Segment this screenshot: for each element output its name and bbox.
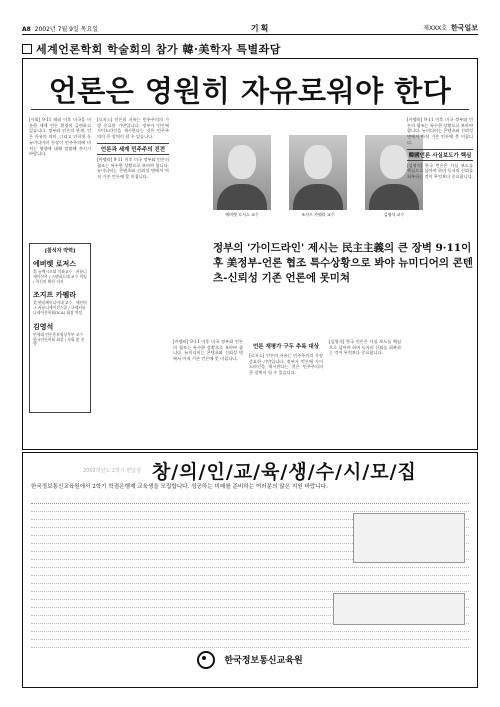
article-column [173, 339, 243, 443]
organization-emblem-icon [197, 651, 215, 669]
participant-role: 美 뉴멕시코대 석좌교수 · 커뮤니케이션학 / 스탠퍼드대 교수 역임 / 혁신의 확산 저자 [33, 269, 87, 284]
divider [31, 109, 469, 110]
column-subhead: 韓國언론 사실보도가 핵심 [407, 149, 473, 161]
issue-date: 2002년 7월 9일 목요일 [34, 25, 99, 33]
square-bullet-icon [22, 44, 32, 54]
article-text: [카펠라] 9·11 이후 미국 정부와 언론의 협조는 특수한 상황으로 보아야 합니다. 뉴미디어는 콘텐츠와 신뢰성 면에서 아직 기존 언론에 못 미칩니다. [97, 156, 169, 179]
article-column [249, 339, 323, 443]
page-header [22, 22, 478, 35]
participant [33, 290, 87, 315]
article-text: [카펠라] 9·11 이후 미국 정부와 언론의 협조는 특수한 상황으로 보아야 합니다. 뉴미디어는 콘텐츠와 신뢰성 면에서 아직 기존 언론에 못 미칩니다. [173, 339, 243, 362]
participant-role: 연세대 언론홍보영상학부 교수 · 한국언론학회 회장 / 사회 및 진행 [33, 331, 86, 347]
headline: 언론은 영원히 자유로워야 한다 [48, 74, 452, 108]
article-text: [카펠라] 9·11 이후 미국 정부와 언론의 협조는 특수한 상황으로 보아야 합니다. 뉴미디어는 콘텐츠와 신뢰성 면에서 아직 기존 언론에 못 미칩니다. [407, 117, 473, 145]
ad-intro: 한국정보통신교육원에서 2학기 학점은행제 교육생을 모집합니다. 성공하는 미래를 준비하는 여러분의 많은 지원 바랍니다. [31, 484, 328, 490]
article-text: [로저스] 언론의 자유는 민주주의의 가장 중요한 기반입니다. 정부가 언론에 가이드라인을 제시한다는 것은 민주주의의 큰 장벽이 될 수 있습니다. [249, 353, 323, 376]
participants-title: [참석자 약력] [44, 248, 76, 254]
participant-role: 美 펜실베이니아대 교수 · 애넌버그 커뮤니케이션스쿨 / 국제커뮤니케이션학회(ICA) 회장 역임 [33, 300, 87, 315]
participant-name: 김영석 [33, 321, 54, 331]
participant-name: 에버렛 로저스 [33, 259, 77, 268]
kicker-text: 세계언론학회 학술회의 참가 韓·美학자 특별좌담 [36, 43, 281, 56]
photo-caption: 조지프 카펠라 교수 [301, 212, 335, 217]
page-number-date [22, 24, 98, 33]
column-subhead: 언론 재평가 구두 추록 대상 [252, 344, 320, 350]
participant [33, 322, 87, 347]
pull-quote: 정부의 '가이드라인' 제시는 民主主義의 큰 장벽 9·11이후 美정부-언론 협조 특수상황으로 봐야 뉴미디어의 콘텐츠-신뢰성 기존 언론에 못미쳐 [213, 242, 473, 284]
portrait-photo [289, 135, 347, 210]
participant-name: 조지프 카펠라 [33, 290, 77, 300]
article-column [329, 339, 401, 443]
article-text: [로저스] 언론의 자유는 민주주의의 가장 중요한 기반입니다. 정부가 언론에 가이드라인을 제시한다는 것은 민주주의의 큰 장벽이 될 수 있습니다. [97, 117, 169, 140]
article-text: [김영석] 한국 언론은 사실 보도를 핵심으로 삼아야 하며 독자의 신뢰를 회복하는 것이 무엇보다 중요합니다. [407, 162, 473, 179]
newspaper-logo: 한국일보 [450, 24, 478, 32]
ad-small-label: 2002학년도 2학기 편입생 [83, 468, 141, 474]
lead-column [29, 117, 91, 239]
participant [33, 259, 87, 284]
ad-info-box [353, 513, 465, 563]
article-text: [김영석] 한국 언론은 사실 보도를 핵심으로 삼아야 하며 독자의 신뢰를 회복하는 것이 무엇보다 중요합니다. [329, 339, 401, 356]
ad-title-row [23, 457, 477, 484]
page-number: A8 [22, 25, 31, 33]
ad-organization [23, 649, 477, 669]
photo-caption: 에버렛 로저스 교수 [225, 212, 259, 217]
ad-title: 창/의/인/교/육/생/수/시/모/집 [151, 461, 417, 483]
main-article [22, 58, 478, 450]
portrait-photo [213, 135, 271, 210]
article-kicker [22, 41, 281, 57]
column-subhead: 언론과 세계 민주주의 진전 [97, 143, 169, 155]
article-column [97, 117, 169, 417]
article-column [407, 117, 473, 443]
photo-caption: 김영석 교수 [383, 212, 405, 217]
issue-number: 제XXX호 [423, 25, 448, 32]
advertisement [22, 452, 478, 688]
lead-text: [사회] 9·11 테러 이후 미국을 비롯한 세계 언론 환경이 급변하고 있습니다. 정부와 언론의 관계, 언론 자유의 의미, 그리고 인터넷 등 뉴미디어의 등장이 민주주의에 미치는 영향에 대해 말씀해 주시기 바랍니다. [29, 117, 91, 157]
participants-box [29, 243, 91, 413]
section-title: 기획 [250, 23, 271, 33]
organization-name: 한국정보통신교육원 [224, 656, 303, 666]
ad-info-box [333, 593, 465, 625]
